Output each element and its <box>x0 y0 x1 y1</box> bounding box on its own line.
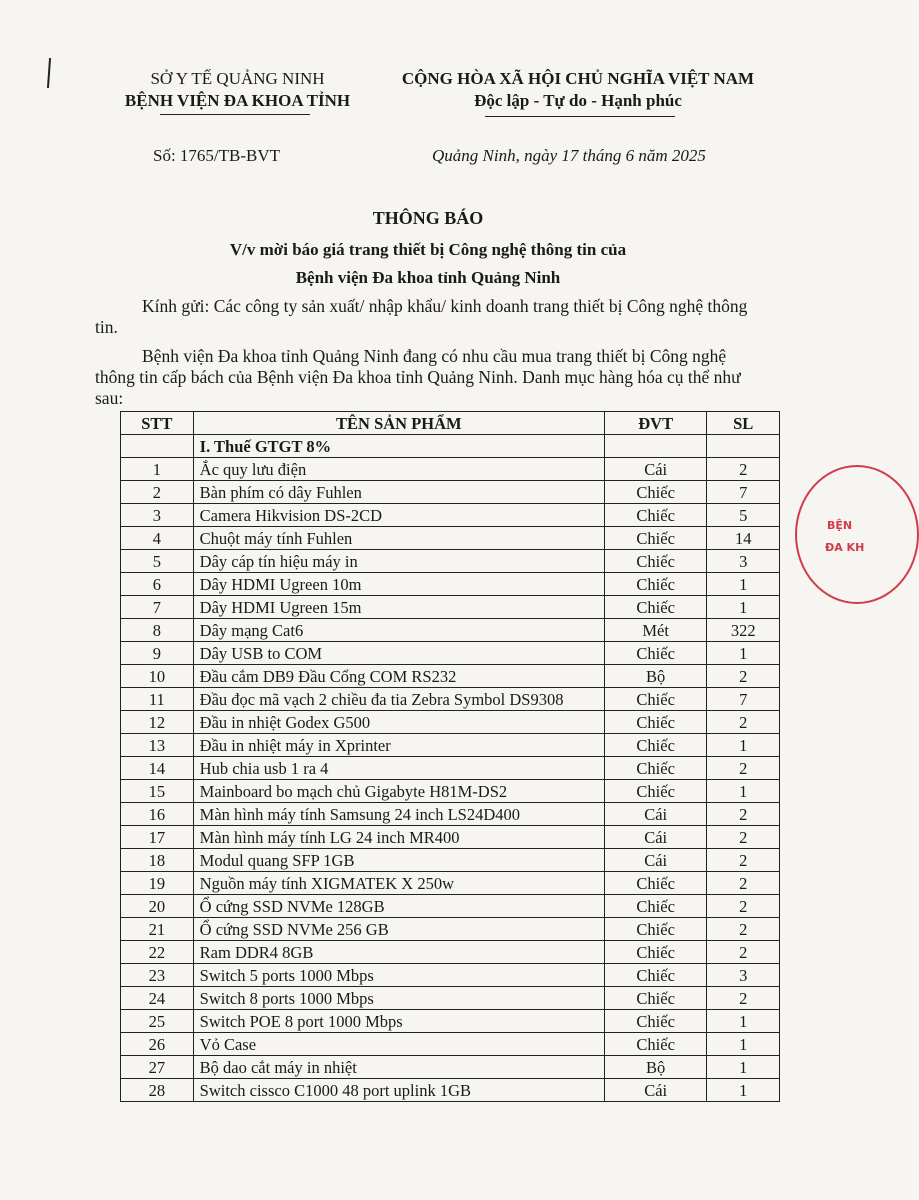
stamp-text-1: BỆN <box>827 519 853 532</box>
table-row <box>121 734 780 757</box>
row-qty: 2 <box>707 987 780 1010</box>
hospital-name: BỆNH VIỆN ĐA KHOA TỈNH <box>124 91 351 110</box>
intro-paragraph: Bệnh viện Đa khoa tỉnh Quảng Ninh đang có nhu cầu mua trang thiết bị Công nghệ thông tin cấp bách của Bệnh viện Đa khoa tỉnh Quảng Ninh. Danh mục hàng hóa cụ thể như sau: <box>95 346 741 408</box>
row-stt: 18 <box>121 849 194 872</box>
row-qty: 2 <box>707 757 780 780</box>
row-stt: 25 <box>121 1010 194 1033</box>
row-unit: Cái <box>604 803 706 826</box>
row-stt: 7 <box>121 596 194 619</box>
row-qty: 2 <box>707 895 780 918</box>
row-unit: Chiếc <box>604 550 706 573</box>
row-unit: Chiếc <box>604 780 706 803</box>
row-unit: Cái <box>604 826 706 849</box>
national-heading <box>378 68 778 112</box>
row-qty: 14 <box>707 527 780 550</box>
row-name: Bàn phím có dây Fuhlen <box>193 481 604 504</box>
row-unit: Chiếc <box>604 941 706 964</box>
table-row <box>121 941 780 964</box>
row-name: Dây USB to COM <box>193 642 604 665</box>
row-name: Nguồn máy tính XIGMATEK X 250w <box>193 872 604 895</box>
row-stt: 13 <box>121 734 194 757</box>
row-name: Modul quang SFP 1GB <box>193 849 604 872</box>
row-name: Ắc quy lưu điện <box>193 458 604 481</box>
row-unit: Chiếc <box>604 573 706 596</box>
row-name: Camera Hikvision DS-2CD <box>193 504 604 527</box>
row-name: Switch 5 ports 1000 Mbps <box>193 964 604 987</box>
row-stt: 15 <box>121 780 194 803</box>
row-unit: Chiếc <box>604 688 706 711</box>
row-qty: 1 <box>707 734 780 757</box>
table-row <box>121 918 780 941</box>
row-qty: 1 <box>707 1010 780 1033</box>
table-row <box>121 642 780 665</box>
row-qty: 2 <box>707 872 780 895</box>
row-qty: 322 <box>707 619 780 642</box>
row-unit: Bộ <box>604 1056 706 1079</box>
row-stt: 2 <box>121 481 194 504</box>
table-row <box>121 458 780 481</box>
row-name: Vỏ Case <box>193 1033 604 1056</box>
table-row <box>121 688 780 711</box>
row-stt: 21 <box>121 918 194 941</box>
row-stt: 23 <box>121 964 194 987</box>
table-row <box>121 1056 780 1079</box>
header-unit: ĐVT <box>604 412 706 435</box>
table-row <box>121 780 780 803</box>
row-stt: 16 <box>121 803 194 826</box>
row-qty: 7 <box>707 481 780 504</box>
row-name: Đầu in nhiệt máy in Xprinter <box>193 734 604 757</box>
table-row <box>121 803 780 826</box>
row-qty: 1 <box>707 1079 780 1102</box>
table-row <box>121 504 780 527</box>
table-row <box>121 872 780 895</box>
table-row <box>121 550 780 573</box>
issuer-underline <box>160 114 310 115</box>
table-row <box>121 665 780 688</box>
row-stt: 1 <box>121 458 194 481</box>
row-name: Switch POE 8 port 1000 Mbps <box>193 1010 604 1033</box>
row-qty: 2 <box>707 941 780 964</box>
section-title: I. Thuế GTGT 8% <box>193 435 604 458</box>
row-stt: 27 <box>121 1056 194 1079</box>
country-name: CỘNG HÒA XÃ HỘI CHỦ NGHĨA VIỆT NAM <box>401 69 755 88</box>
row-unit: Chiếc <box>604 964 706 987</box>
row-stt: 14 <box>121 757 194 780</box>
row-name: Ổ cứng SSD NVMe 256 GB <box>193 918 604 941</box>
product-table <box>120 411 780 1102</box>
row-unit: Chiếc <box>604 596 706 619</box>
row-name: Đầu in nhiệt Godex G500 <box>193 711 604 734</box>
row-stt: 22 <box>121 941 194 964</box>
row-name: Switch cissco C1000 48 port uplink 1GB <box>193 1079 604 1102</box>
row-unit: Chiếc <box>604 504 706 527</box>
row-name: Dây mạng Cat6 <box>193 619 604 642</box>
row-qty: 1 <box>707 780 780 803</box>
row-name: Switch 8 ports 1000 Mbps <box>193 987 604 1010</box>
row-unit: Mét <box>604 619 706 642</box>
row-name: Ram DDR4 8GB <box>193 941 604 964</box>
row-qty: 1 <box>707 1033 780 1056</box>
table-row <box>121 757 780 780</box>
row-name: Bộ dao cắt máy in nhiệt <box>193 1056 604 1079</box>
row-unit: Chiếc <box>604 481 706 504</box>
row-name: Màn hình máy tính LG 24 inch MR400 <box>193 826 604 849</box>
row-name: Dây cáp tín hiệu máy in <box>193 550 604 573</box>
motto: Độc lập - Tự do - Hạnh phúc <box>474 91 682 110</box>
table-row <box>121 849 780 872</box>
row-unit: Bộ <box>604 665 706 688</box>
table-row <box>121 895 780 918</box>
row-unit: Chiếc <box>604 895 706 918</box>
row-qty: 2 <box>707 918 780 941</box>
row-stt: 9 <box>121 642 194 665</box>
document-number: Số: 1765/TB-BVT <box>153 146 281 165</box>
row-unit: Chiếc <box>604 734 706 757</box>
motto-underline <box>485 116 675 117</box>
row-qty: 5 <box>707 504 780 527</box>
document-date: Quảng Ninh, ngày 17 tháng 6 năm 2025 <box>432 146 706 165</box>
row-name: Dây HDMI Ugreen 10m <box>193 573 604 596</box>
table-row <box>121 826 780 849</box>
stamp-text-2: ĐA KH <box>825 541 865 554</box>
row-stt: 11 <box>121 688 194 711</box>
row-qty: 1 <box>707 596 780 619</box>
row-stt: 26 <box>121 1033 194 1056</box>
row-qty: 1 <box>707 642 780 665</box>
row-unit: Cái <box>604 1079 706 1102</box>
row-unit: Chiếc <box>604 757 706 780</box>
row-stt: 4 <box>121 527 194 550</box>
table-section-row <box>121 435 780 458</box>
row-qty: 2 <box>707 826 780 849</box>
document-subject-line-1: V/v mời báo giá trang thiết bị Công nghệ thông tin của <box>229 240 627 259</box>
row-qty: 1 <box>707 1056 780 1079</box>
header-stt: STT <box>121 412 194 435</box>
row-qty: 2 <box>707 849 780 872</box>
row-name: Đầu cắm DB9 Đầu Cổng COM RS232 <box>193 665 604 688</box>
table-row <box>121 596 780 619</box>
row-name: Dây HDMI Ugreen 15m <box>193 596 604 619</box>
row-stt: 28 <box>121 1079 194 1102</box>
header-name: TÊN SẢN PHẨM <box>193 412 604 435</box>
row-qty: 1 <box>707 573 780 596</box>
row-qty: 2 <box>707 803 780 826</box>
margin-pen-mark <box>47 58 51 88</box>
row-qty: 3 <box>707 550 780 573</box>
row-stt: 20 <box>121 895 194 918</box>
row-name: Hub chia usb 1 ra 4 <box>193 757 604 780</box>
table-row <box>121 964 780 987</box>
table-header-row <box>121 412 780 435</box>
row-unit: Chiếc <box>604 918 706 941</box>
row-stt: 6 <box>121 573 194 596</box>
row-stt: 24 <box>121 987 194 1010</box>
document-title: THÔNG BÁO <box>372 208 484 228</box>
row-stt: 10 <box>121 665 194 688</box>
row-stt: 17 <box>121 826 194 849</box>
row-stt: 19 <box>121 872 194 895</box>
table-row <box>121 987 780 1010</box>
table-row <box>121 1010 780 1033</box>
row-name: Ổ cứng SSD NVMe 128GB <box>193 895 604 918</box>
table-row <box>121 573 780 596</box>
row-unit: Chiếc <box>604 527 706 550</box>
row-stt: 5 <box>121 550 194 573</box>
table-row <box>121 1033 780 1056</box>
document-subject-line-2: Bệnh viện Đa khoa tỉnh Quảng Ninh <box>295 268 561 287</box>
header-qty: SL <box>707 412 780 435</box>
row-qty: 3 <box>707 964 780 987</box>
row-unit: Chiếc <box>604 872 706 895</box>
row-name: Chuột máy tính Fuhlen <box>193 527 604 550</box>
issuer-block <box>95 68 380 112</box>
row-qty: 7 <box>707 688 780 711</box>
row-unit: Chiếc <box>604 711 706 734</box>
row-qty: 2 <box>707 665 780 688</box>
recipient-paragraph: Kính gửi: Các công ty sản xuất/ nhập khẩu/ kinh doanh trang thiết bị Công nghệ thông tin. <box>95 296 748 337</box>
row-unit: Cái <box>604 849 706 872</box>
row-name: Đầu đọc mã vạch 2 chiều đa tia Zebra Symbol DS9308 <box>193 688 604 711</box>
table-row <box>121 711 780 734</box>
table-row <box>121 1079 780 1102</box>
row-name: Mainboard bo mạch chủ Gigabyte H81M-DS2 <box>193 780 604 803</box>
row-stt: 12 <box>121 711 194 734</box>
table-row <box>121 619 780 642</box>
red-seal-stamp <box>795 465 919 604</box>
row-unit: Chiếc <box>604 642 706 665</box>
row-qty: 2 <box>707 458 780 481</box>
row-unit: Chiếc <box>604 1033 706 1056</box>
table-row <box>121 527 780 550</box>
row-name: Màn hình máy tính Samsung 24 inch LS24D400 <box>193 803 604 826</box>
table-row <box>121 481 780 504</box>
row-unit: Chiếc <box>604 987 706 1010</box>
row-unit: Cái <box>604 458 706 481</box>
row-unit: Chiếc <box>604 1010 706 1033</box>
agency-name: SỞ Y TẾ QUẢNG NINH <box>150 69 325 88</box>
row-qty: 2 <box>707 711 780 734</box>
row-stt: 3 <box>121 504 194 527</box>
row-stt: 8 <box>121 619 194 642</box>
